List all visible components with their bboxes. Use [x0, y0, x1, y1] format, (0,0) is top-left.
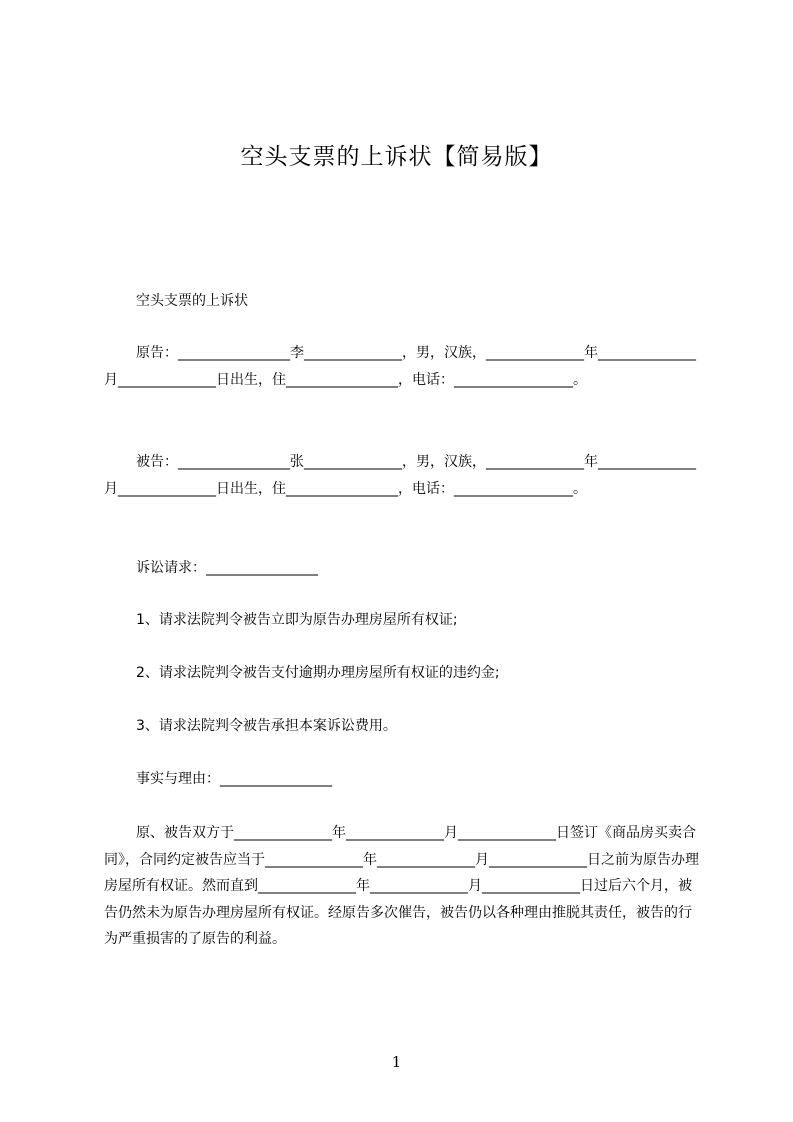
document-title: 空头支票的上诉状【简易版】	[240, 144, 553, 170]
facts-paragraph: 原、被告双方于______________年______________月______________日签订《商品房买卖合同》，合同约定被告应当于______________年______________月______________日之前为原告办理房屋所有权证。然而直到______________年______________月______________日过后六个月，被告仍然未为原告办理房屋所有权证。经原告多次催告，被告仍以各种理由推脱其责任，被告的行为严重损害的了原告的利益。	[104, 825, 699, 947]
defendant-info: 被告：________________张______________，男，汉族，______________年______________月______________日出生，住________________，电话：_________________。	[104, 454, 696, 497]
claims-label: 诉讼请求：________________	[136, 560, 318, 576]
plaintiff-info: 原告：________________李______________，男，汉族，______________年______________月______________日出生，住________________，电话：_________________。	[104, 345, 696, 388]
page-number: 1	[391, 1053, 402, 1071]
heading-line: 空头支票的上诉状	[136, 293, 248, 309]
claim-item-1: 1、请求法院判令被告立即为原告办理房屋所有权证;	[136, 612, 458, 628]
claim-item-2: 2、请求法院判令被告支付逾期办理房屋所有权证的违约金;	[136, 665, 500, 681]
facts-label: 事实与理由：________________	[136, 771, 332, 787]
claim-item-3: 3、请求法院判令被告承担本案诉讼费用。	[136, 718, 397, 734]
